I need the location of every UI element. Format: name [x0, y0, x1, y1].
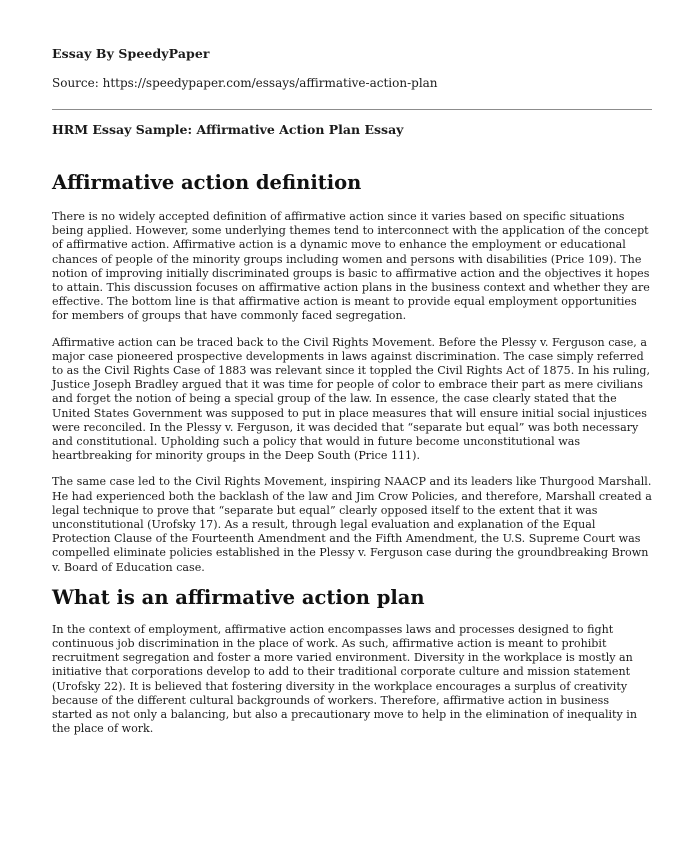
paragraph: There is no widely accepted definition of affirmative action since it varies based on specific situations being applied. However, some underlying themes tend to interconnect with the application of the concept of affirmative action. Affirmative action is a dynamic move to enhance the employment or educational chances of people of the minority groups including women and persons with disabilities (Price 109). The notion of improving initially discriminated groups is basic to affirmative action and the objectives it hopes to attain. This discussion focuses on affirmative action plans in the business context and whether they are effective. The bottom line is that affirmative action is meant to provide equal employment opportunities for members of groups that have commonly faced segregation. — [52, 210, 650, 323]
essay-body — [52, 168, 652, 737]
paragraph: The same case led to the Civil Rights Movement, inspiring NAACP and its leaders like Thurgood Marshall. He had experienced both the backlash of the law and Jim Crow Policies, and therefore, Marshall created a legal technique to prove that “separate but equal” clearly opposed itself to the extent that it was unconstitutional (Urofsky 17). As a result, through legal evaluation and explanation of the Equal Protection Clause of the Fourteenth Amendment and the Fifth Amendment, the U.S. Supreme Court was compelled eliminate policies established in the Plessy v. Ferguson case during the groundbreaking Brown v. Board of Education case. — [52, 475, 652, 574]
paragraph: Affirmative action can be traced back to the Civil Rights Movement. Before the Plessy v. Ferguson case, a major case pioneered prospective developments in laws against discrimination. The case simply referred to as the Civil Rights Case of 1883 was relevant since it toppled the Civil Rights Act of 1875. In his ruling, Justice Joseph Bradley argued that it was time for people of color to embrace their part as mere civilians and forget the notion of being a special group of the law. In essence, the case clearly stated that the United States Government was supposed to put in place measures that will ensure initial social injustices were reconciled. In the Plessy v. Ferguson, it was decided that “separate but equal” was both necessary and constitutional. Upholding such a policy that would in future become unconstitutional was heartbreaking for minority groups in the Deep South (Price 111). — [52, 335, 651, 463]
essay-brand: Essay By SpeedyPaper — [52, 46, 210, 61]
document-title: HRM Essay Sample: Affirmative Action Plan Essay — [52, 122, 404, 137]
paragraph: In the context of employment, affirmative action encompasses laws and processes designed to fight continuous job discrimination in the place of work. As such, affirmative action is meant to prohibit recruitment segregation and foster a more varied environment. Diversity in the workplace is mostly an initiative that corporations develop to add to their traditional corporate culture and mission statement (Urofsky 22). It is believed that fostering diversity in the workplace encourages a surplus of creativity because of the different cultural backgrounds of workers. Therefore, affirmative action in business started as not only a balancing, but also a precautionary move to help in the elimination of inequality in the place of work. — [52, 622, 638, 736]
section-heading-plan: What is an affirmative action plan — [52, 585, 425, 609]
section-heading-definition: Affirmative action definition — [52, 171, 362, 194]
source-line: Source: https://speedypaper.com/essays/affirmative-action-plan — [52, 76, 438, 90]
header-divider — [52, 109, 652, 110]
